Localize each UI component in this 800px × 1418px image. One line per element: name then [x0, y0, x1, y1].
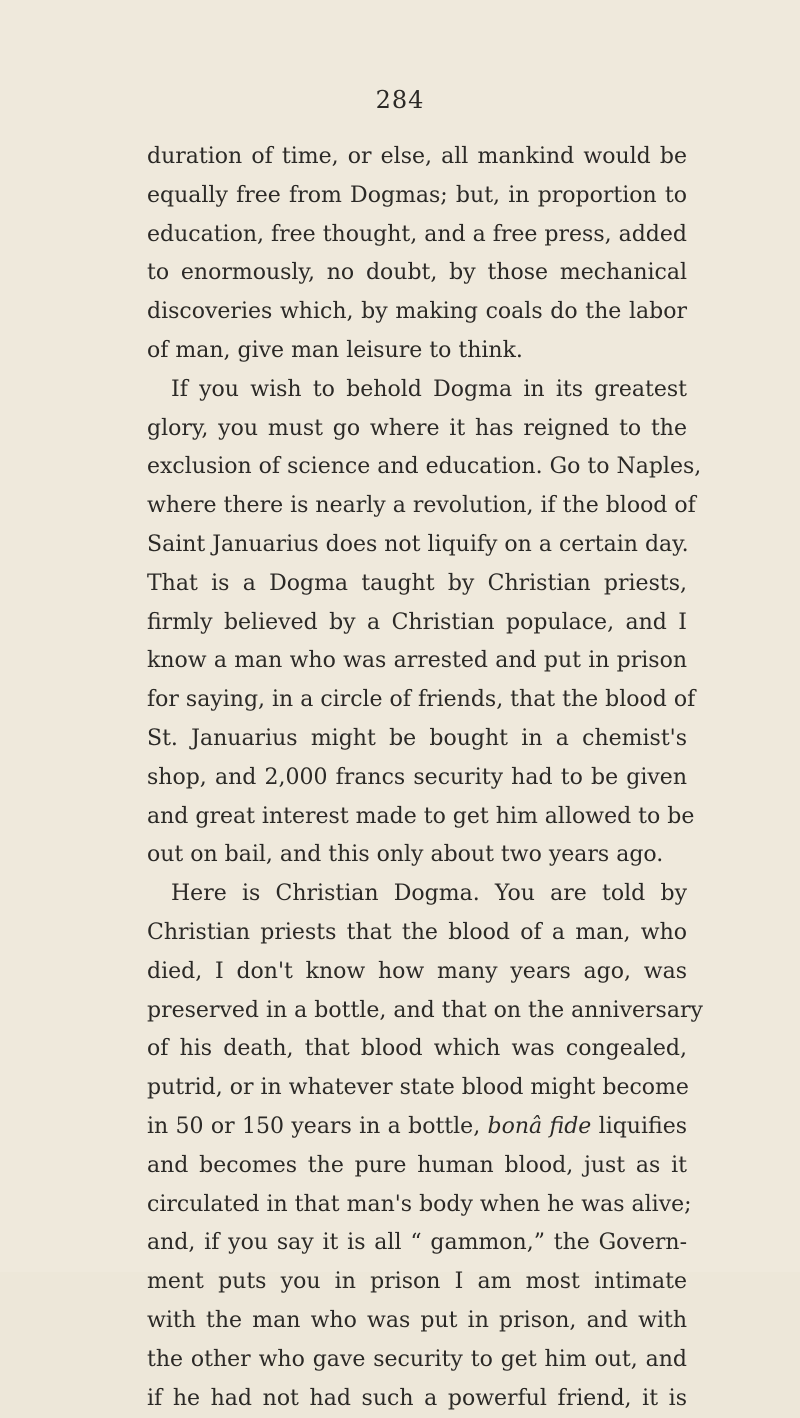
text-line: Saint Januarius does not liquify on a certain day.	[147, 526, 687, 565]
text-line: circulated in that man's body when he was alive;	[147, 1186, 687, 1225]
text-line: of his death, that blood which was congealed,	[147, 1030, 687, 1069]
text-line: ment puts you in prison I am most intimate	[147, 1263, 687, 1302]
text-line: of man, give man leisure to think.	[147, 332, 687, 371]
text-line: education, free thought, and a free press, added	[147, 216, 687, 255]
text-line: equally free from Dogmas; but, in proportion to	[147, 177, 687, 216]
paragraph-start-line: If you wish to behold Dogma in its greatest	[147, 371, 687, 410]
text-line: firmly believed by a Christian populace, and I	[147, 604, 687, 643]
line-segment: liquifies	[599, 1114, 687, 1139]
text-line: to enormously, no doubt, by those mechanical	[147, 254, 687, 293]
text-line: and, if you say it is all “ gammon,” the Govern-	[147, 1224, 687, 1263]
text-line: duration of time, or else, all mankind would be	[147, 138, 687, 177]
text-line: where there is nearly a revolution, if the blood of	[147, 487, 687, 526]
page-number: 284	[0, 86, 800, 114]
text-line: putrid, or in whatever state blood might become	[147, 1069, 687, 1108]
text-line: died, I don't know how many years ago, was	[147, 953, 687, 992]
text-line: if he had not had such a powerful friend, it is	[147, 1380, 687, 1418]
text-line: and becomes the pure human blood, just as it	[147, 1147, 687, 1186]
text-line: discoveries which, by making coals do the labor	[147, 293, 687, 332]
text-line: out on bail, and this only about two years ago.	[147, 836, 687, 875]
text-line: glory, you must go where it has reigned to the	[147, 410, 687, 449]
text-line: exclusion of science and education. Go to Naples,	[147, 448, 687, 487]
text-line: That is a Dogma taught by Christian priests,	[147, 565, 687, 604]
paragraph-start-line: Here is Christian Dogma. You are told by	[147, 875, 687, 914]
text-line: know a man who was arrested and put in prison	[147, 642, 687, 681]
text-line: Christian priests that the blood of a man, who	[147, 914, 687, 953]
line-segment: in 50 or 150 years in a bottle,	[147, 1114, 480, 1139]
text-line: for saying, in a circle of friends, that the blood of	[147, 681, 687, 720]
text-line: preserved in a bottle, and that on the anniversary	[147, 992, 687, 1031]
text-line: shop, and 2,000 francs security had to be given	[147, 759, 687, 798]
text-line: St. Januarius might be bought in a chemist's	[147, 720, 687, 759]
italic-phrase: bonâ fide	[488, 1114, 592, 1139]
text-line: and great interest made to get him allowed to be	[147, 798, 687, 837]
body-text	[147, 138, 687, 1418]
text-line: with the man who was put in prison, and with	[147, 1302, 687, 1341]
text-line: the other who gave security to get him out, and	[147, 1341, 687, 1380]
text-line-with-italic	[147, 1108, 687, 1147]
